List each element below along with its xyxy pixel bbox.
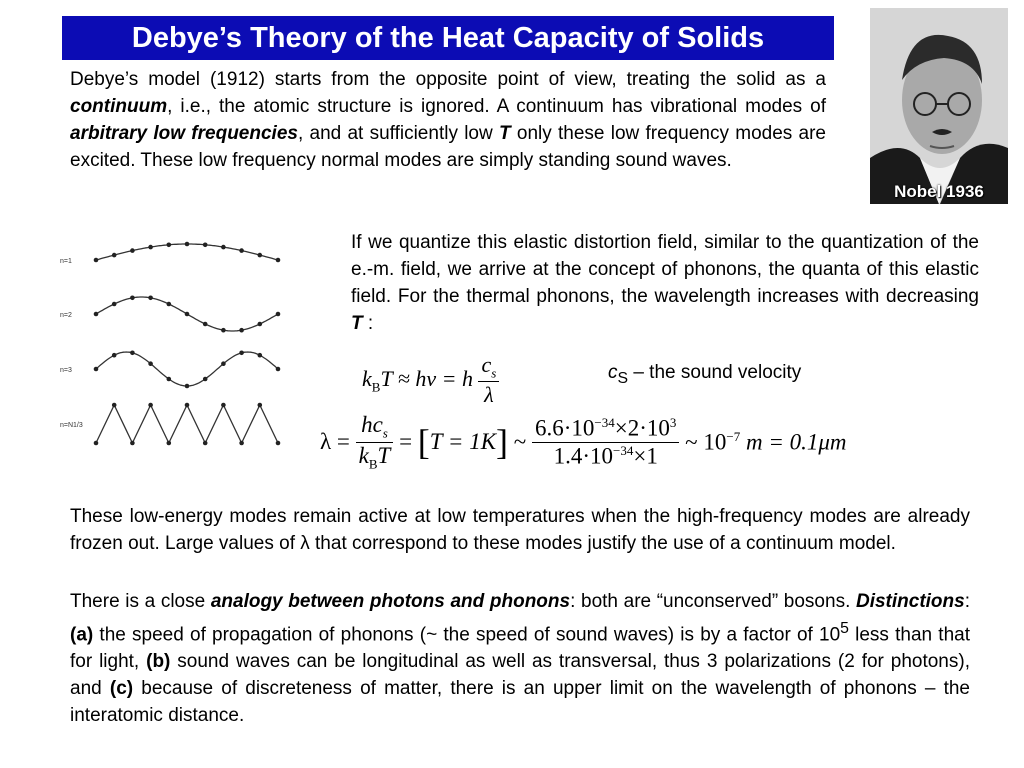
- wavelength-estimate-equation: λ = $\frac{hc_s}{k_BT}$ = [T = 1K] ~ $\frac{6.6\cdot 10^{-34}\times 2\cdot 10^3}{1.4\cdot 10^{-34}\times 1}$ ~ $10^{-7}$ m = 0.1μm: [320, 412, 847, 472]
- atom-dot: [185, 242, 190, 247]
- atom-dot: [112, 353, 117, 358]
- atom-dot: [130, 248, 135, 253]
- temperature-symbol: T: [499, 123, 511, 144]
- mode-label-n2: n=2: [60, 312, 72, 319]
- mode-curve-1: [96, 244, 278, 260]
- atom-dot: [185, 384, 190, 389]
- portrait-caption: Nobel 1936: [894, 182, 984, 201]
- atom-dot: [94, 312, 99, 317]
- continuum-emphasis: continuum: [70, 96, 168, 117]
- low-frequencies-emphasis: arbitrary low frequencies: [70, 123, 298, 144]
- atom-dot: [148, 403, 153, 408]
- thermal-phonon-equation: $k_BT \approx h\nu = h$ $\frac{c_s}{\lambda}$: [362, 352, 499, 408]
- atom-dot: [112, 253, 117, 258]
- atom-dot: [221, 245, 226, 250]
- intro-paragraph: Debye’s model (1912) starts from the opposite point of view, treating the solid as a continuum, i.e., the atomic structure is ignored. A continuum has vibrational modes of arbitrary low frequencies, and at sufficiently low T only these low frequency modes are excited. These low frequency normal modes are simply standing sound waves.: [70, 69, 826, 171]
- atom-dot: [94, 367, 99, 372]
- atom-dot: [94, 441, 99, 446]
- atom-dot: [167, 441, 172, 446]
- mode-curves: [94, 242, 281, 446]
- debye-portrait: [870, 8, 1008, 204]
- atom-dot: [276, 367, 281, 372]
- atom-dot: [258, 403, 263, 408]
- eq2-fraction-2: $\frac{6.6\cdot 10^{-34}\times 2\cdot 10^3}{1.4\cdot 10^{-34}\times 1}$: [532, 415, 679, 469]
- eq1-fraction: $\frac{c_s}{\lambda}$: [478, 352, 499, 408]
- atom-dot: [239, 351, 244, 356]
- atom-dot: [221, 403, 226, 408]
- slide-title: Debye’s Theory of the Heat Capacity of Solids: [62, 16, 834, 60]
- atom-dot: [276, 441, 281, 446]
- quantize-paragraph: If we quantize this elastic distortion field, similar to the quantization of the e.-m. field, we arrive at the concept of phonons, the quanta of this elastic field. For the thermal phonons, the wavelength increases with decreasing T :: [351, 232, 979, 334]
- mode-label-n3: n=3: [60, 367, 72, 374]
- sound-velocity-note: $c_S$ – the sound velocity: [608, 362, 802, 387]
- atom-dot: [239, 248, 244, 253]
- analogy-emphasis: analogy between photons and phonons: [210, 591, 571, 612]
- mode-label-nmax: n=N1/3: [60, 422, 83, 429]
- atom-dot: [276, 258, 281, 263]
- atom-dot: [167, 243, 172, 248]
- mode-label-n1: n=1: [60, 258, 72, 265]
- atom-dot: [148, 361, 153, 366]
- atom-dot: [130, 441, 135, 446]
- atom-dot: [203, 322, 208, 327]
- portrait-image: [870, 8, 1008, 204]
- mode-curve-3: [96, 352, 278, 386]
- atom-dot: [239, 328, 244, 333]
- atom-dot: [148, 296, 153, 301]
- atom-dot: [185, 312, 190, 317]
- distinctions-emphasis: Distinctions: [855, 591, 965, 612]
- atom-dot: [203, 441, 208, 446]
- atom-dot: [203, 243, 208, 248]
- atom-dot: [112, 403, 117, 408]
- atom-dot: [276, 312, 281, 317]
- atom-dot: [221, 328, 226, 333]
- atom-dot: [148, 245, 153, 250]
- atom-dot: [94, 258, 99, 263]
- mode-curve-4: [96, 405, 278, 443]
- low-energy-paragraph: These low-energy modes remain active at low temperatures when the high-frequency modes are already frozen out. Large values of λ that correspond to these modes justify the use of a continuum model.: [70, 506, 970, 554]
- analogy-paragraph: There is a close analogy between photons and phonons: both are “unconserved” bosons. Distinctions: (a) the speed of propagation of phonons (~ the speed of sound waves) is by a factor of $10^5$ less than that for light, (b) sound waves can be longitudinal as well as transversal, thus 3 polarizations (2 for photons), and (c) because of discreteness of matter, there is an upper limit on the wavelength of phonons – the interatomic distance.: [70, 591, 970, 727]
- temperature-symbol-2: T: [351, 313, 363, 334]
- eq2-fraction-1: $\frac{hc_s}{k_BT}$: [356, 412, 394, 472]
- atom-dot: [203, 377, 208, 382]
- atom-dot: [258, 353, 263, 358]
- atom-dot: [167, 377, 172, 382]
- atom-dot: [167, 302, 172, 307]
- atom-dot: [130, 351, 135, 356]
- atom-dot: [239, 441, 244, 446]
- atom-dot: [185, 403, 190, 408]
- standing-wave-modes-figure: [56, 232, 286, 462]
- atom-dot: [221, 361, 226, 366]
- atom-dot: [258, 322, 263, 327]
- atom-dot: [112, 302, 117, 307]
- atom-dot: [130, 296, 135, 301]
- atom-dot: [258, 253, 263, 258]
